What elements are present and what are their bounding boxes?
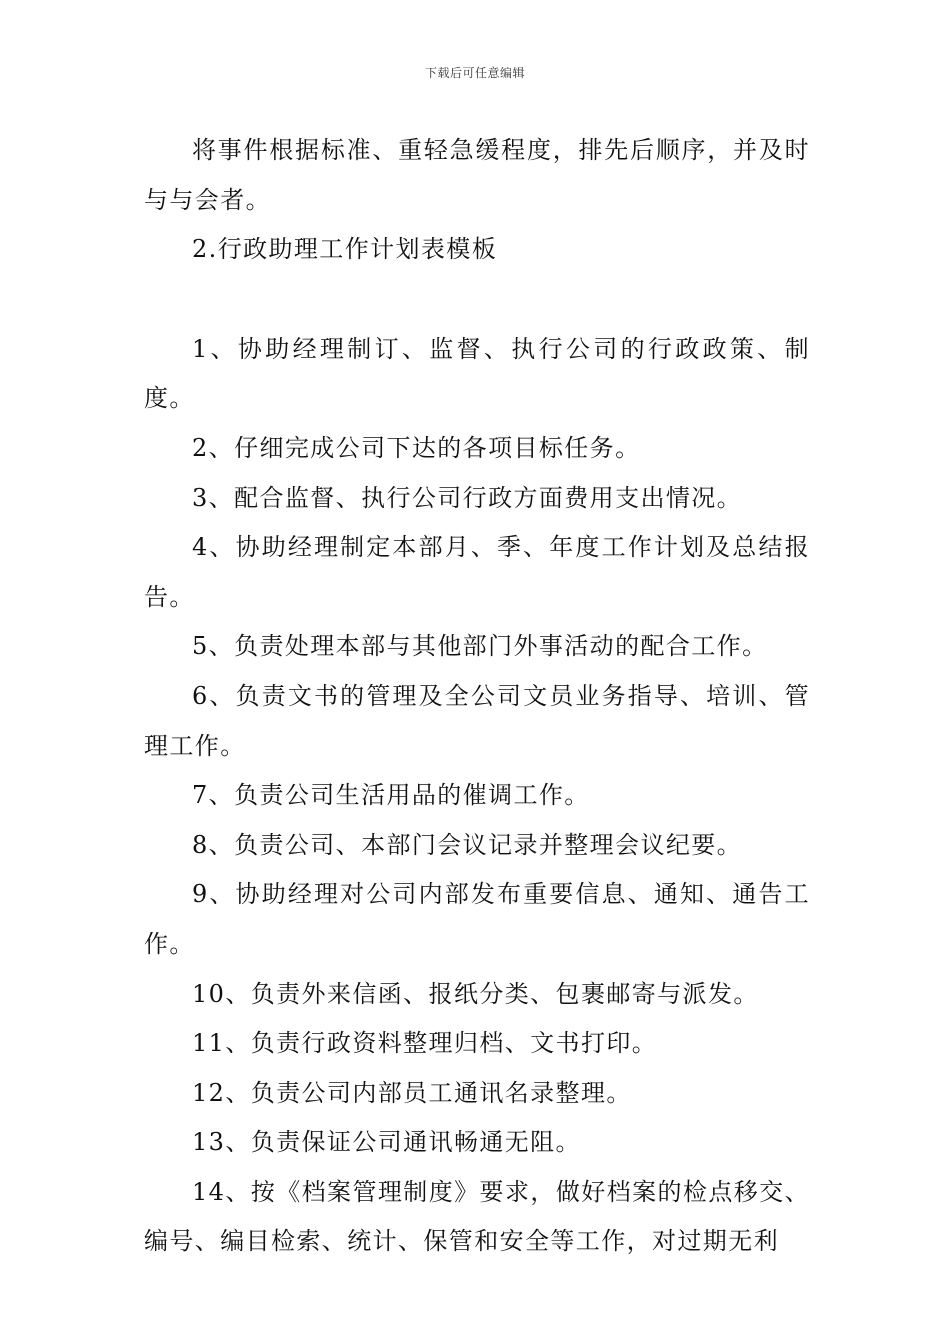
paragraph-intro: 将事件根据标准、重轻急缓程度，排先后顺序，并及时与与会者。 bbox=[144, 136, 810, 214]
blank-line bbox=[144, 275, 810, 325]
list-item: 5、负责处理本部与其他部门外事活动的配合工作。 bbox=[192, 632, 768, 661]
document-body bbox=[144, 126, 810, 1267]
list-item: 2、仔细完成公司下达的各项目标任务。 bbox=[192, 433, 641, 462]
list-item: 4、协助经理制定本部月、季、年度工作计划及总结报告。 bbox=[144, 533, 810, 611]
list-item: 8、负责公司、本部门会议记录并整理会议纪要。 bbox=[192, 830, 743, 859]
list-item: 9、协助经理对公司内部发布重要信息、通知、通告工作。 bbox=[144, 880, 810, 958]
page-header: 下载后可任意编辑 bbox=[424, 66, 525, 80]
list-item: 14、按《档案管理制度》要求，做好档案的检点移交、编号、编目检索、统计、保管和安全等工作，对过期无利 bbox=[144, 1177, 810, 1256]
list-item: 7、负责公司生活用品的催调工作。 bbox=[192, 781, 590, 810]
list-item: 6、负责文书的管理及全公司文员业务指导、培训、管理工作。 bbox=[144, 681, 810, 760]
list-item: 3、配合监督、执行公司行政方面费用支出情况。 bbox=[192, 483, 743, 512]
list-item: 10、负责外来信函、报纸分类、包裹邮寄与派发。 bbox=[192, 979, 759, 1008]
list-item: 1、协助经理制订、监督、执行公司的行政政策、制度。 bbox=[144, 334, 810, 413]
list-item: 11、负责行政资料整理归档、文书打印。 bbox=[192, 1029, 658, 1058]
list-item: 13、负责保证公司通讯畅通无阻。 bbox=[192, 1128, 581, 1157]
section-heading: 2.行政助理工作计划表模板 bbox=[192, 235, 498, 264]
list-item: 12、负责公司内部员工通讯名录整理。 bbox=[192, 1078, 632, 1107]
